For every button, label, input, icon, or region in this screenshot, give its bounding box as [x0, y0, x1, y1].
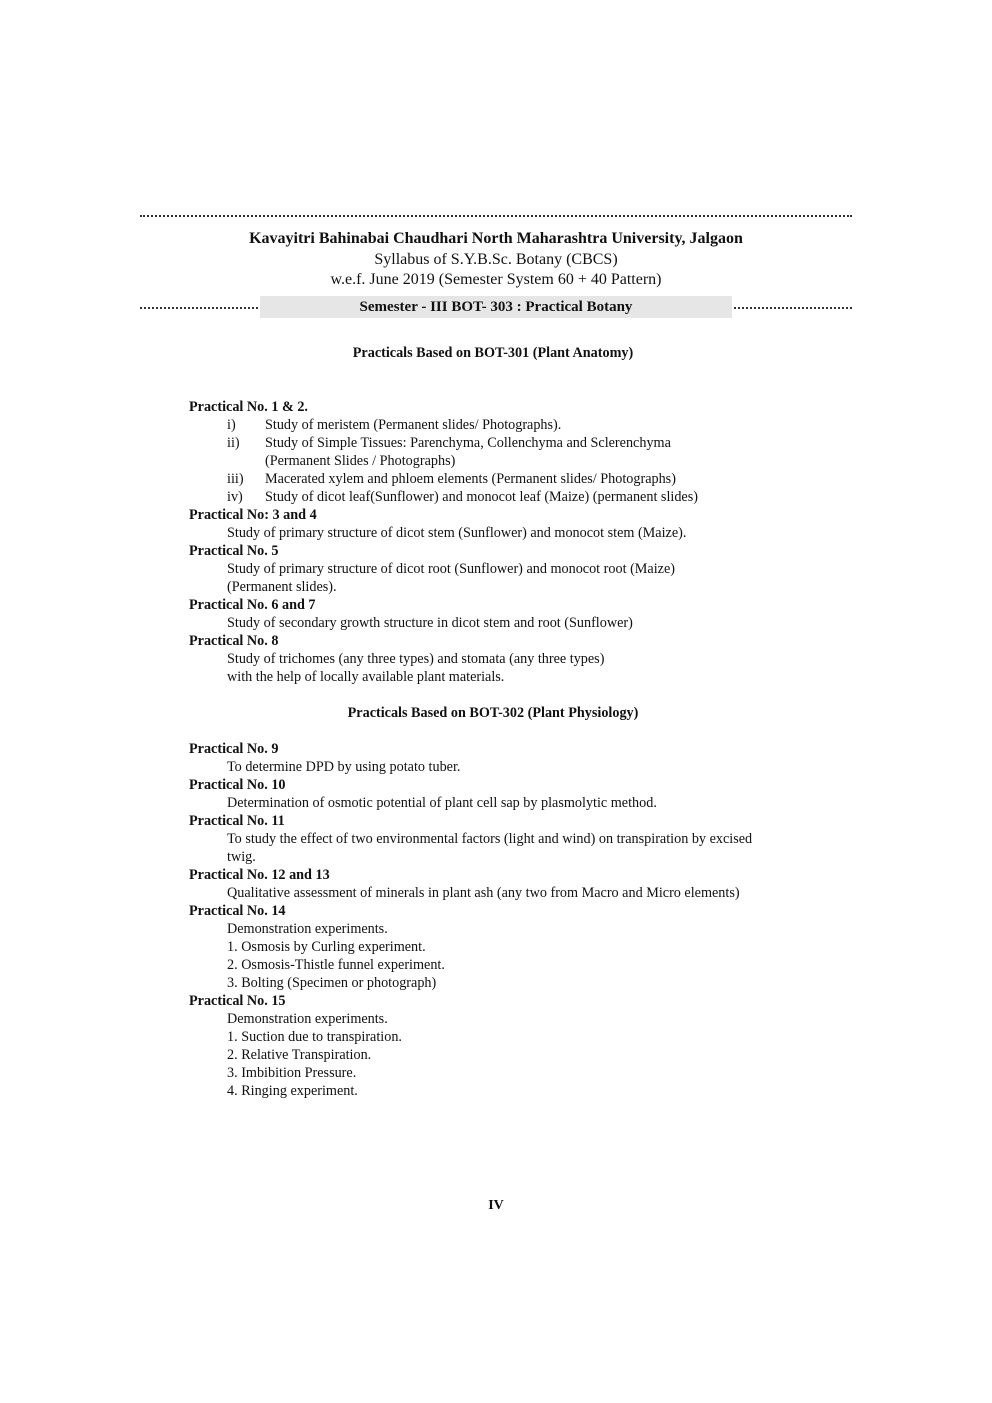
wef-line: w.e.f. June 2019 (Semester System 60 + 40 Pattern) [330, 271, 662, 288]
practical-text: To determine DPD by using potato tuber. [227, 759, 461, 775]
list-item: 3. Imbibition Pressure. [227, 1065, 357, 1081]
practical-title: Practical No. 8 [189, 633, 279, 649]
list-item: 4. Ringing experiment. [227, 1083, 358, 1099]
practical-text: Study of trichomes (any three types) and stomata (any three types) [227, 651, 605, 667]
practical-text: Demonstration experiments. [227, 921, 388, 937]
practical-text: Demonstration experiments. [227, 1011, 388, 1027]
list-item-continuation: (Permanent Slides / Photographs) [265, 453, 456, 469]
practical-title: Practical No. 10 [189, 777, 286, 793]
practical-text: Study of secondary growth structure in dicot stem and root (Sunflower) [227, 615, 633, 631]
university-name: Kavayitri Bahinabai Chaudhari North Maharashtra University, Jalgaon [249, 230, 743, 247]
practical-text: Determination of osmotic potential of plant cell sap by plasmolytic method. [227, 795, 657, 811]
practical-text: with the help of locally available plant materials. [227, 669, 505, 685]
left-dotted-rule [140, 307, 258, 309]
semester-banner: Semester - III BOT- 303 : Practical Botany [260, 296, 732, 318]
practical-title: Practical No. 9 [189, 741, 279, 757]
list-item: 2. Osmosis-Thistle funnel experiment. [227, 957, 445, 973]
list-item: iii) Macerated xylem and phloem elements (Permanent slides/ Photographs) [227, 471, 676, 487]
right-dotted-rule [734, 307, 852, 309]
list-item: iv) Study of dicot leaf(Sunflower) and monocot leaf (Maize) (permanent slides) [227, 489, 698, 505]
list-item: 1. Suction due to transpiration. [227, 1029, 402, 1045]
practical-title: Practical No: 3 and 4 [189, 507, 317, 523]
document-header [140, 228, 852, 290]
practical-text: twig. [227, 849, 256, 865]
practical-text: Study of primary structure of dicot stem (Sunflower) and monocot stem (Maize). [227, 525, 687, 541]
practical-title: Practical No. 15 [189, 993, 286, 1009]
practical-text: To study the effect of two environmental factors (light and wind) on transpiration by excised [227, 831, 753, 847]
practical-text: (Permanent slides). [227, 579, 337, 595]
page-number: IV [488, 1198, 504, 1213]
list-item: 1. Osmosis by Curling experiment. [227, 939, 426, 955]
list-item: ii) Study of Simple Tissues: Parenchyma, Collenchyma and Sclerenchyma [227, 435, 671, 451]
practical-title: Practical No. 5 [189, 543, 279, 559]
list-item: 2. Relative Transpiration. [227, 1047, 372, 1063]
anatomy-section-title: Practicals Based on BOT-301 (Plant Anatomy) [352, 345, 634, 361]
physiology-section-title: Practicals Based on BOT-302 (Plant Physiology) [347, 705, 639, 721]
list-item: i) Study of meristem (Permanent slides/ Photographs). [227, 417, 562, 433]
list-item: 3. Bolting (Specimen or photograph) [227, 975, 437, 991]
top-dotted-rule [140, 215, 852, 217]
practical-title: Practical No. 1 & 2. [189, 399, 308, 415]
practical-text: Study of primary structure of dicot root (Sunflower) and monocot root (Maize) [227, 561, 675, 577]
practicals-content [189, 344, 809, 1100]
practical-title: Practical No. 11 [189, 813, 285, 829]
practical-text: Qualitative assessment of minerals in plant ash (any two from Macro and Micro elements) [227, 885, 740, 901]
practical-title: Practical No. 6 and 7 [189, 597, 316, 613]
practical-title: Practical No. 14 [189, 903, 286, 919]
practical-title: Practical No. 12 and 13 [189, 867, 330, 883]
syllabus-line: Syllabus of S.Y.B.Sc. Botany (CBCS) [374, 251, 618, 268]
